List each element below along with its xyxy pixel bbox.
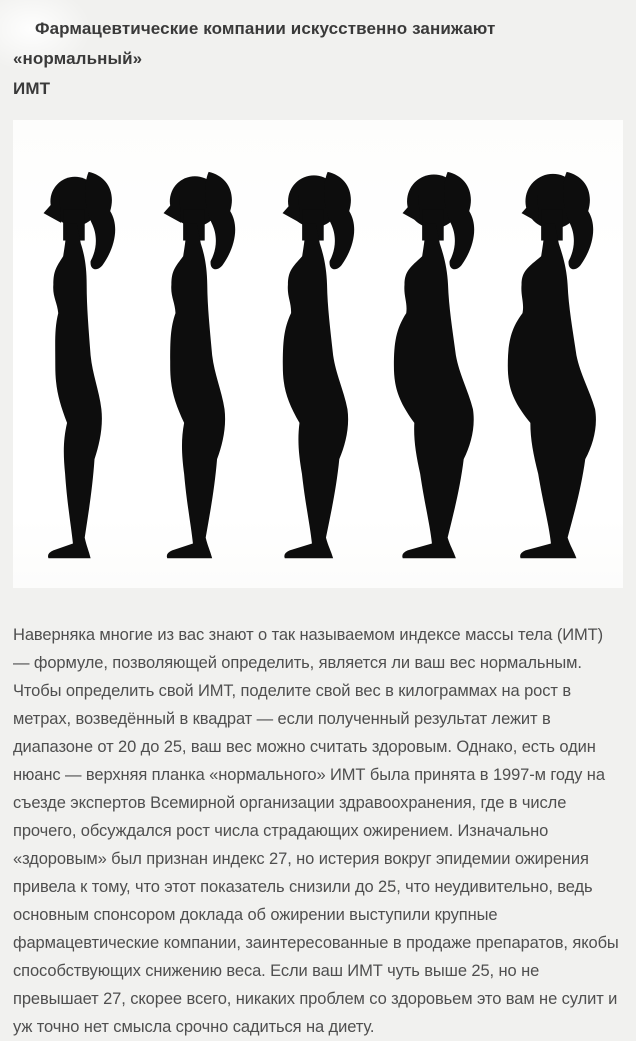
article-title-line1: Фармацевтические компании искусственно занижают «нормальный» xyxy=(13,19,496,68)
silhouette-figure-3 xyxy=(258,166,378,568)
article-page xyxy=(0,14,636,1036)
article-body: Наверняка многие из вас знают о так называемом индексе массы тела (ИМТ) — формуле, позволяющей определить, является ли ваш вес нормальным. Чтобы определить свой ИМТ, поделите свой вес в килограммах на рост в метрах, возведённый в квадрат — если полученный результат лежит в диапазоне от 20 до 25, ваш вес можно считать здоровым. Однако, есть один нюанс — верхняя планка «нормального» ИМТ была принята в 1997-м году на съезде экспертов Всемирной организации здравоохранения, где в числе прочего, обсуждался рост числа страдающих ожирением. Изначально «здоровым» был признан индекс 27, но истерия вокруг эпидемии ожирения привела к тому, что этот показатель снизили до 25, что неудивительно, ведь основным спонсором доклада об ожирении выступили крупные фармацевтические компании, заинтересованные в продаже препаратов, якобы способствующих снижению веса. Если ваш ИМТ чуть выше 25, но не превышает 27, скорее всего, никаких проблем со здоровьем это вам не сулит и уж точно нет смысла срочно садиться на диету. xyxy=(13,626,619,1036)
article-title-line2: ИМТ xyxy=(13,79,51,98)
article-title xyxy=(13,14,623,104)
silhouette-figure-1 xyxy=(19,166,139,568)
bmi-silhouettes-image xyxy=(13,120,623,588)
silhouette-figure-5 xyxy=(497,166,617,568)
silhouette-figure-2 xyxy=(139,166,259,568)
silhouette-figure-4 xyxy=(378,166,498,568)
